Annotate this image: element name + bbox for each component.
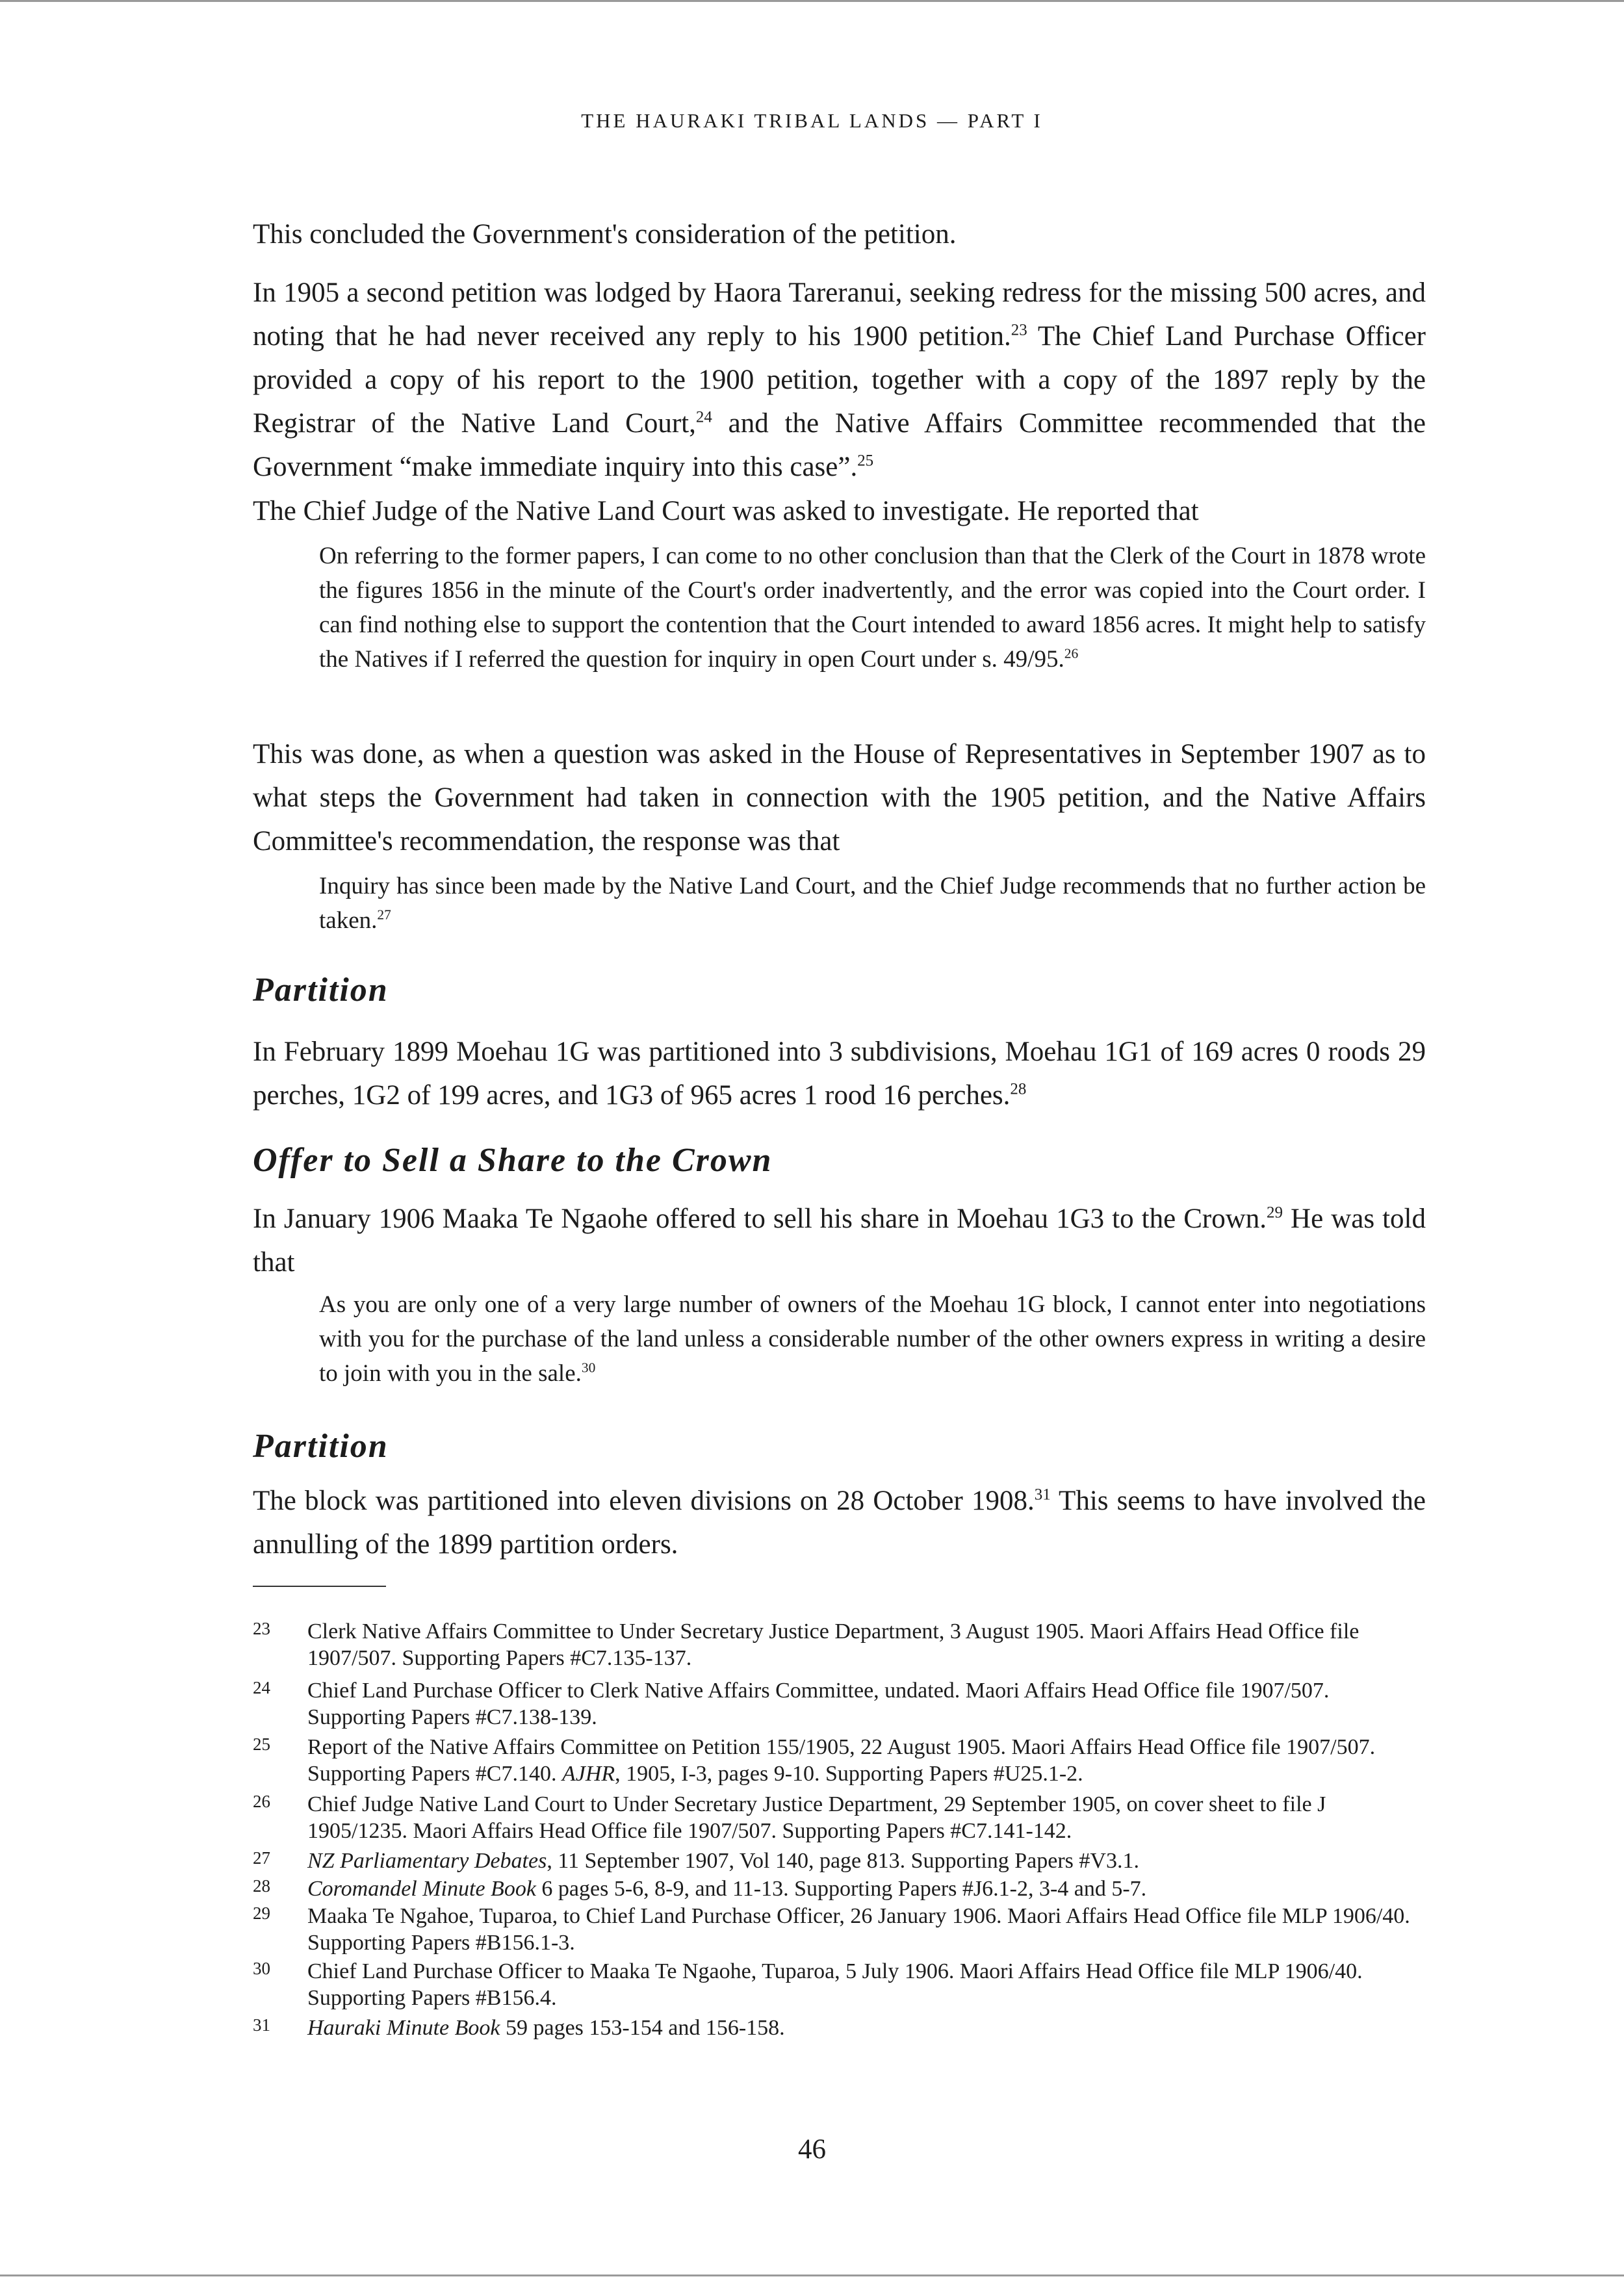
footnote-text-b: 59 pages 153-154 and 156-158. bbox=[500, 2016, 785, 2040]
paragraph-7 bbox=[253, 1479, 1426, 1566]
block-quote-3 bbox=[319, 1287, 1426, 1391]
footnote-text: Maaka Te Ngahoe, Tuparoa, to Chief Land Purchase Officer, 26 January 1906. Maori Affairs Head Office file MLP 1906/40. Supporting Papers #B156.1-3. bbox=[307, 1904, 1410, 1955]
footnote-text-b: , 11 September 1907, Vol 140, page 813. Supporting Papers #V3.1. bbox=[547, 1849, 1139, 1873]
footnote-text: Chief Land Purchase Officer to Maaka Te Ngaohe, Tuparoa, 5 July 1906. Maori Affairs Head Office file MLP 1906/40. Supporting Papers #B156.4. bbox=[307, 1959, 1363, 2010]
footnote-text: Clerk Native Affairs Committee to Under Secretary Justice Department, 3 August 1905. Maori Affairs Head Office file 1907/507. Supporting Papers #C7.135-137. bbox=[307, 1619, 1360, 1670]
footnote-italic-title: NZ Parliamentary Debates bbox=[307, 1849, 547, 1873]
footnote-text-a: Report of the Native Affairs Committee on Petition 155/1905, 22 August 1905. Maori Affairs Head Office file 1907/507. Supporting Papers #C7.140. bbox=[307, 1735, 1376, 1786]
footnote-text-b: , 1905, I-3, pages 9-10. Supporting Papers #U25.1-2. bbox=[615, 1762, 1083, 1786]
footnote-separator bbox=[253, 1586, 386, 1587]
block-quote-2 bbox=[319, 869, 1426, 938]
paragraph-7-text-a: The block was partitioned into eleven divisions on 28 October 1908. bbox=[253, 1486, 1035, 1516]
footnote-number: 25 bbox=[253, 1734, 270, 1754]
paragraph-3-text: The Chief Judge of the Native Land Court was asked to investigate. He reported that bbox=[253, 496, 1199, 526]
paragraph-2-text-c: and the Native Affairs Committee recommended that the Government “make immediate inquiry into this case”. bbox=[253, 408, 1426, 482]
paragraph-2-text-b: The Chief Land Purchase Officer provided a copy of his report to the 1900 petition, together with a copy of the 1897 reply by the Registrar of the Native Land Court, bbox=[253, 321, 1426, 439]
paragraph-6 bbox=[253, 1197, 1426, 1284]
running-head: THE HAURAKI TRIBAL LANDS — PART I bbox=[581, 109, 1043, 132]
footnote-number: 27 bbox=[253, 1848, 270, 1868]
footnote-text bbox=[307, 2015, 1426, 2041]
footnote-number: 23 bbox=[253, 1619, 270, 1638]
footnote-ref-31[interactable]: 31 bbox=[1034, 1486, 1051, 1504]
footnote-number: 26 bbox=[253, 1792, 270, 1811]
paragraph-6-text-a: In January 1906 Maaka Te Ngaohe offered to sell his share in Moehau 1G3 to the Crown. bbox=[253, 1204, 1267, 1234]
paragraph-5 bbox=[253, 1030, 1426, 1117]
section-heading-partition-1: Partition bbox=[253, 972, 389, 1009]
footnote-italic-title: Hauraki Minute Book bbox=[307, 2016, 500, 2040]
section-heading-partition-2: Partition bbox=[253, 1428, 389, 1465]
footnote-number: 28 bbox=[253, 1876, 270, 1896]
footnote-ref-24[interactable]: 24 bbox=[695, 408, 712, 426]
paragraph-6-text-b: He was told that bbox=[253, 1204, 1426, 1278]
footnote-ref-25[interactable]: 25 bbox=[857, 452, 874, 470]
paragraph-5-text: In February 1899 Moehau 1G was partitioned into 3 subdivisions, Moehau 1G1 of 169 acres 0 roods 29 perches, 1G2 of 199 acres, and 1G3 of 965 acres 1 rood 16 perches. bbox=[253, 1037, 1426, 1111]
footnote-number: 29 bbox=[253, 1903, 270, 1923]
footnote-ref-23[interactable]: 23 bbox=[1011, 321, 1027, 339]
footnote-ref-27[interactable]: 27 bbox=[377, 907, 391, 923]
footnote-text bbox=[307, 1848, 1426, 1874]
footnote-italic-title: AJHR bbox=[561, 1762, 615, 1786]
footnote-number: 30 bbox=[253, 1959, 270, 1978]
bottom-border-rule bbox=[0, 2275, 1624, 2276]
block-quote-2-text: Inquiry has since been made by the Native Land Court, and the Chief Judge recommends that no further action be taken. bbox=[319, 873, 1426, 934]
footnote-text bbox=[307, 1734, 1426, 1787]
block-quote-1 bbox=[319, 539, 1426, 677]
paragraph-7-text-b: This seems to have involved the annulling of the 1899 partition orders. bbox=[253, 1486, 1426, 1560]
footnote-italic-title: Coromandel Minute Book bbox=[307, 1877, 536, 1901]
page-number: 46 bbox=[798, 2134, 826, 2165]
paragraph-1 bbox=[253, 213, 1426, 256]
paragraph-4-text: This was done, as when a question was asked in the House of Representatives in September 1907 as to what steps the Government had taken in connection with the 1905 petition, and the Native Affairs Committee's recommendation, the response was that bbox=[253, 739, 1426, 857]
footnote-number: 24 bbox=[253, 1678, 270, 1697]
footnote-ref-26[interactable]: 26 bbox=[1064, 645, 1079, 662]
section-heading-offer-to-sell: Offer to Sell a Share to the Crown bbox=[253, 1142, 773, 1179]
footnote-ref-30[interactable]: 30 bbox=[581, 1360, 596, 1376]
footnote-ref-28[interactable]: 28 bbox=[1010, 1080, 1027, 1098]
paragraph-1-text: This concluded the Government's consideration of the petition. bbox=[253, 219, 957, 250]
paragraph-4 bbox=[253, 732, 1426, 863]
footnote-number: 31 bbox=[253, 2015, 270, 2035]
footnote-text bbox=[307, 1875, 1426, 1902]
top-border-rule bbox=[0, 0, 1624, 2]
footnote-text-b: 6 pages 5-6, 8-9, and 11-13. Supporting Papers #J6.1-2, 3-4 and 5-7. bbox=[535, 1877, 1147, 1901]
footnote-text: Chief Judge Native Land Court to Under Secretary Justice Department, 29 September 1905, on cover sheet to file J 1905/1235. Maori Affairs Head Office file 1907/507. Supporting Papers #C7.141-142. bbox=[307, 1792, 1326, 1843]
paragraph-3 bbox=[253, 489, 1426, 533]
paragraph-2 bbox=[253, 271, 1426, 489]
footnote-ref-29[interactable]: 29 bbox=[1267, 1204, 1283, 1222]
paragraph-2-text-a: In 1905 a second petition was lodged by Haora Tareranui, seeking redress for the missing 500 acres, and noting that he had never received any reply to his 1900 petition. bbox=[253, 277, 1426, 352]
footnote-text: Chief Land Purchase Officer to Clerk Native Affairs Committee, undated. Maori Affairs Head Office file 1907/507. Supporting Papers #C7.138-139. bbox=[307, 1679, 1330, 1729]
block-quote-1-text: On referring to the former papers, I can come to no other conclusion than that the Clerk of the Court in 1878 wrote the figures 1856 in the minute of the Court's order inadvertently, and the error was copied into the Court order. I can find nothing else to support the contention that the Court intended to award 1856 acres. It might help to satisfy the Natives if I referred the question for inquiry in open Court under s. 49/95. bbox=[319, 543, 1426, 673]
block-quote-3-text: As you are only one of a very large number of owners of the Moehau 1G block, I cannot enter into negotiations with you for the purchase of the land unless a considerable number of the other owners express in writing a desire to join with you in the sale. bbox=[319, 1291, 1426, 1387]
